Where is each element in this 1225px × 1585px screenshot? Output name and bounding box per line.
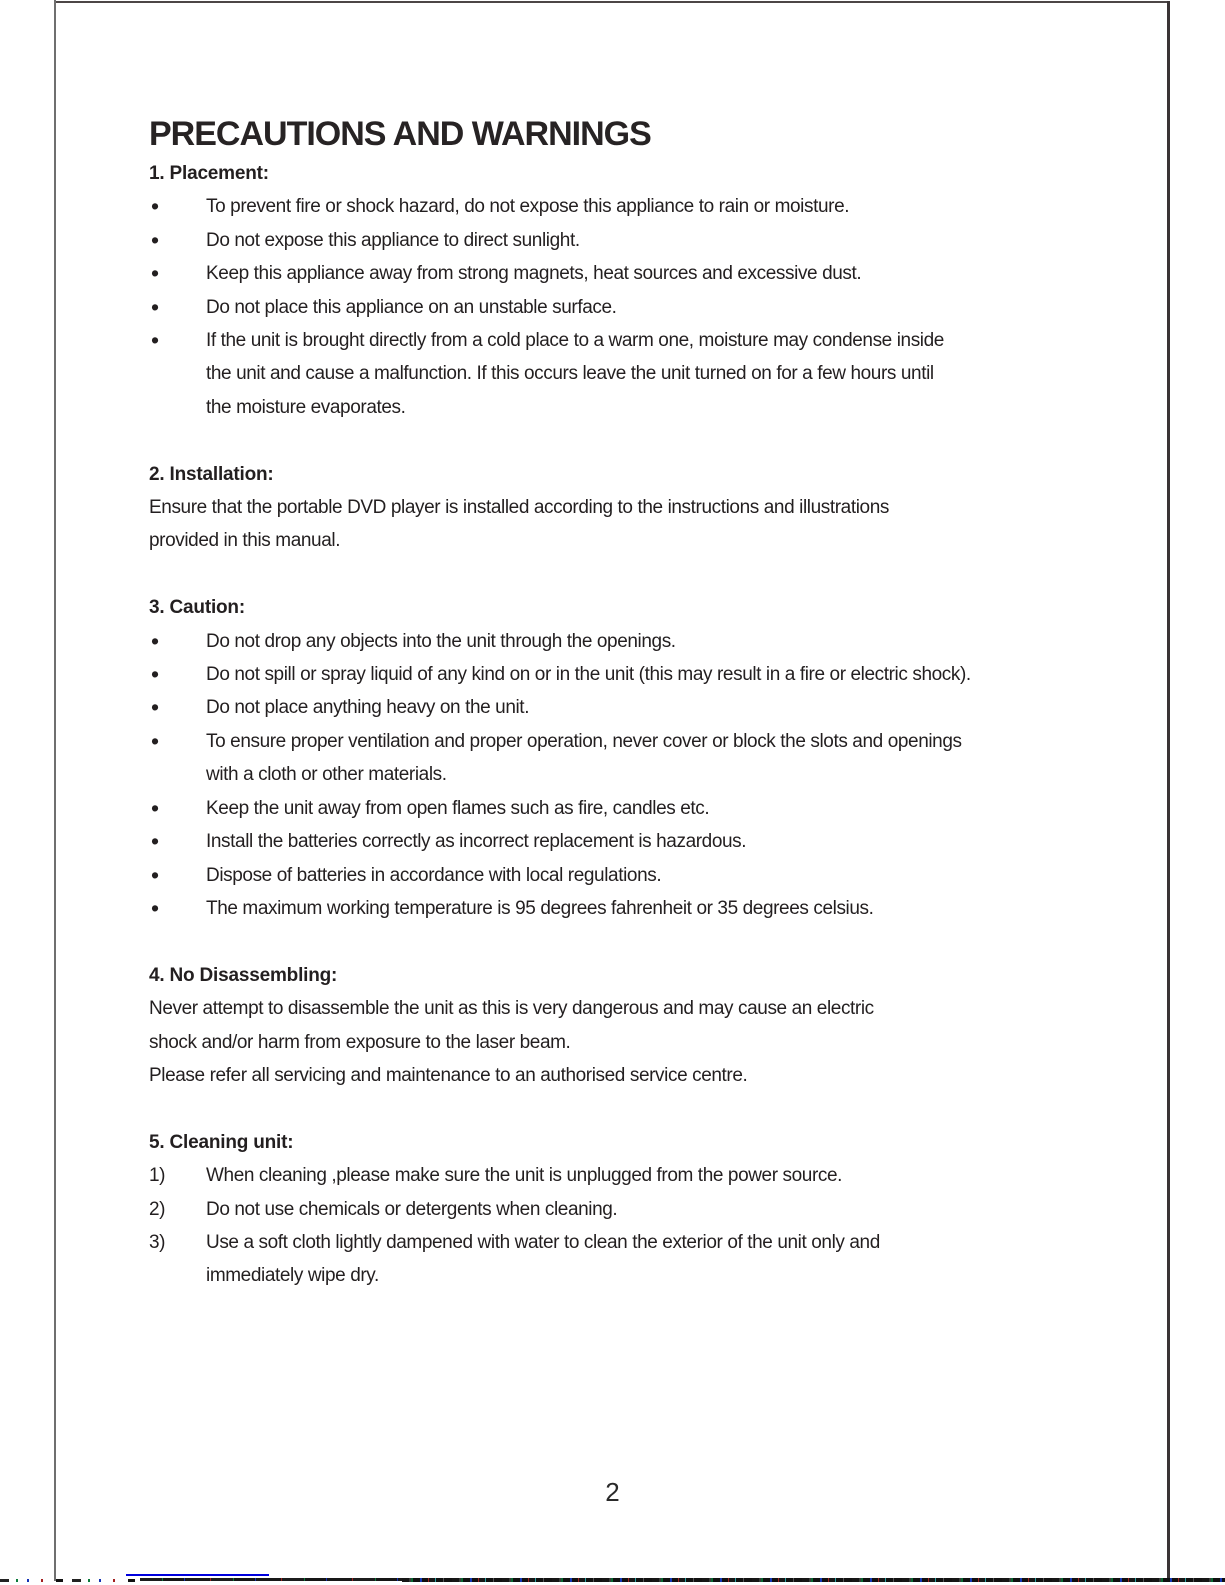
item-lines bbox=[206, 825, 1134, 858]
body-line: immediately wipe dry. bbox=[206, 1265, 379, 1287]
item-lines bbox=[206, 792, 1134, 825]
bullet-marker: • bbox=[151, 727, 159, 754]
bullet-item bbox=[149, 625, 1134, 658]
body-line: Keep this appliance away from strong magnets, heat sources and excessive dust. bbox=[206, 263, 862, 285]
bullet-marker: • bbox=[151, 894, 159, 921]
body-line: the moisture evaporates. bbox=[206, 396, 406, 418]
item-lines bbox=[206, 224, 1134, 257]
item-lines bbox=[206, 190, 1134, 223]
bullet-marker: • bbox=[151, 260, 159, 287]
numbered-item bbox=[149, 1159, 1134, 1192]
item-lines bbox=[206, 691, 1134, 724]
bullet-item bbox=[149, 859, 1134, 892]
item-lines bbox=[206, 1159, 1134, 1192]
bullet-item bbox=[149, 257, 1134, 290]
body-line: Do not drop any objects into the unit through the openings. bbox=[206, 630, 676, 652]
bullet-marker: • bbox=[151, 828, 159, 855]
bullet-marker: • bbox=[151, 861, 159, 888]
body-line: To ensure proper ventilation and proper operation, never cover or block the slots and openings bbox=[206, 730, 962, 752]
number-marker: 2) bbox=[149, 1198, 166, 1220]
bullet-marker: • bbox=[151, 627, 159, 654]
link-underline-artifact bbox=[126, 1574, 269, 1576]
item-lines bbox=[206, 291, 1134, 324]
body-line: If the unit is brought directly from a cold place to a warm one, moisture may condense inside bbox=[206, 330, 944, 352]
bullet-marker: • bbox=[151, 694, 159, 721]
body-line: Do not place this appliance on an unstable surface. bbox=[206, 296, 617, 318]
number-marker: 3) bbox=[149, 1231, 166, 1253]
bullet-marker: • bbox=[151, 327, 159, 354]
paragraph-line: Please refer all servicing and maintenance to an authorised service centre. bbox=[149, 1064, 748, 1086]
body-line: the unit and cause a malfunction. If this occurs leave the unit turned on for a few hours until bbox=[206, 363, 934, 385]
bullet-marker: • bbox=[151, 661, 159, 688]
numbered-item bbox=[149, 1226, 1134, 1293]
body-line: Do not place anything heavy on the unit. bbox=[206, 697, 530, 719]
body-line: When cleaning ,please make sure the unit is unplugged from the power source. bbox=[206, 1165, 843, 1187]
scan-noise-edge-mid bbox=[140, 1578, 402, 1581]
document-body bbox=[149, 112, 1134, 1293]
page-border-top bbox=[54, 1, 1170, 3]
item-lines bbox=[206, 625, 1134, 658]
sections-container bbox=[149, 157, 1134, 1293]
bullet-item bbox=[149, 190, 1134, 223]
item-lines bbox=[206, 324, 1134, 424]
item-lines bbox=[206, 257, 1134, 290]
item-lines bbox=[206, 859, 1134, 892]
body-line: Do not expose this appliance to direct sunlight. bbox=[206, 229, 580, 251]
body-line: with a cloth or other materials. bbox=[206, 764, 447, 786]
numbered-item bbox=[149, 1193, 1134, 1226]
paragraph-line: Ensure that the portable DVD player is installed according to the instructions and illustrations bbox=[149, 497, 889, 519]
section-heading: 3. Caution: bbox=[149, 597, 245, 619]
section-heading: 1. Placement: bbox=[149, 163, 269, 184]
number-marker: 1) bbox=[149, 1165, 166, 1187]
bullet-item bbox=[149, 725, 1134, 792]
body-line: Dispose of batteries in accordance with local regulations. bbox=[206, 864, 662, 886]
bullet-item bbox=[149, 691, 1134, 724]
paragraph-line: shock and/or harm from exposure to the laser beam. bbox=[149, 1031, 571, 1053]
bullet-item bbox=[149, 825, 1134, 858]
item-lines bbox=[206, 1193, 1134, 1226]
bullet-marker: • bbox=[151, 226, 159, 253]
bullet-item bbox=[149, 658, 1134, 691]
scan-noise-edge-left bbox=[0, 1579, 140, 1582]
body-line: To prevent fire or shock hazard, do not expose this appliance to rain or moisture. bbox=[206, 196, 850, 218]
bullet-marker: • bbox=[151, 794, 159, 821]
body-line: Do not spill or spray liquid of any kind on or in the unit (this may result in a fire or electric shock). bbox=[206, 664, 971, 686]
body-line: Use a soft cloth lightly dampened with water to clean the exterior of the unit only and bbox=[206, 1231, 880, 1253]
scan-noise-edge-right bbox=[402, 1578, 1225, 1582]
bullet-item bbox=[149, 291, 1134, 324]
section-heading: 5. Cleaning unit: bbox=[149, 1131, 294, 1153]
bullet-item bbox=[149, 324, 1134, 424]
page-border-left bbox=[54, 0, 56, 1581]
body-line: Install the batteries correctly as incorrect replacement is hazardous. bbox=[206, 831, 747, 853]
paragraph-line: Never attempt to disassemble the unit as this is very dangerous and may cause an electric bbox=[149, 998, 874, 1020]
bullet-item bbox=[149, 792, 1134, 825]
bullet-item bbox=[149, 892, 1134, 925]
page-number: 2 bbox=[605, 1477, 620, 1507]
section-heading: 2. Installation: bbox=[149, 463, 274, 485]
body-line: Do not use chemicals or detergents when cleaning. bbox=[206, 1198, 618, 1220]
item-lines bbox=[206, 892, 1134, 925]
item-lines bbox=[206, 1226, 1134, 1293]
body-line: The maximum working temperature is 95 degrees fahrenheit or 35 degrees celsius. bbox=[206, 897, 874, 919]
page-border-right bbox=[1167, 1, 1170, 1581]
bullet-item bbox=[149, 224, 1134, 257]
item-lines bbox=[206, 725, 1134, 792]
paragraph-line: provided in this manual. bbox=[149, 530, 341, 552]
section-heading: 4. No Disassembling: bbox=[149, 964, 338, 986]
bullet-marker: • bbox=[151, 193, 159, 220]
body-line: Keep the unit away from open flames such as fire, candles etc. bbox=[206, 797, 710, 819]
item-lines bbox=[206, 658, 1134, 691]
page-title: PRECAUTIONS AND WARNINGS bbox=[149, 115, 651, 153]
bullet-marker: • bbox=[151, 293, 159, 320]
